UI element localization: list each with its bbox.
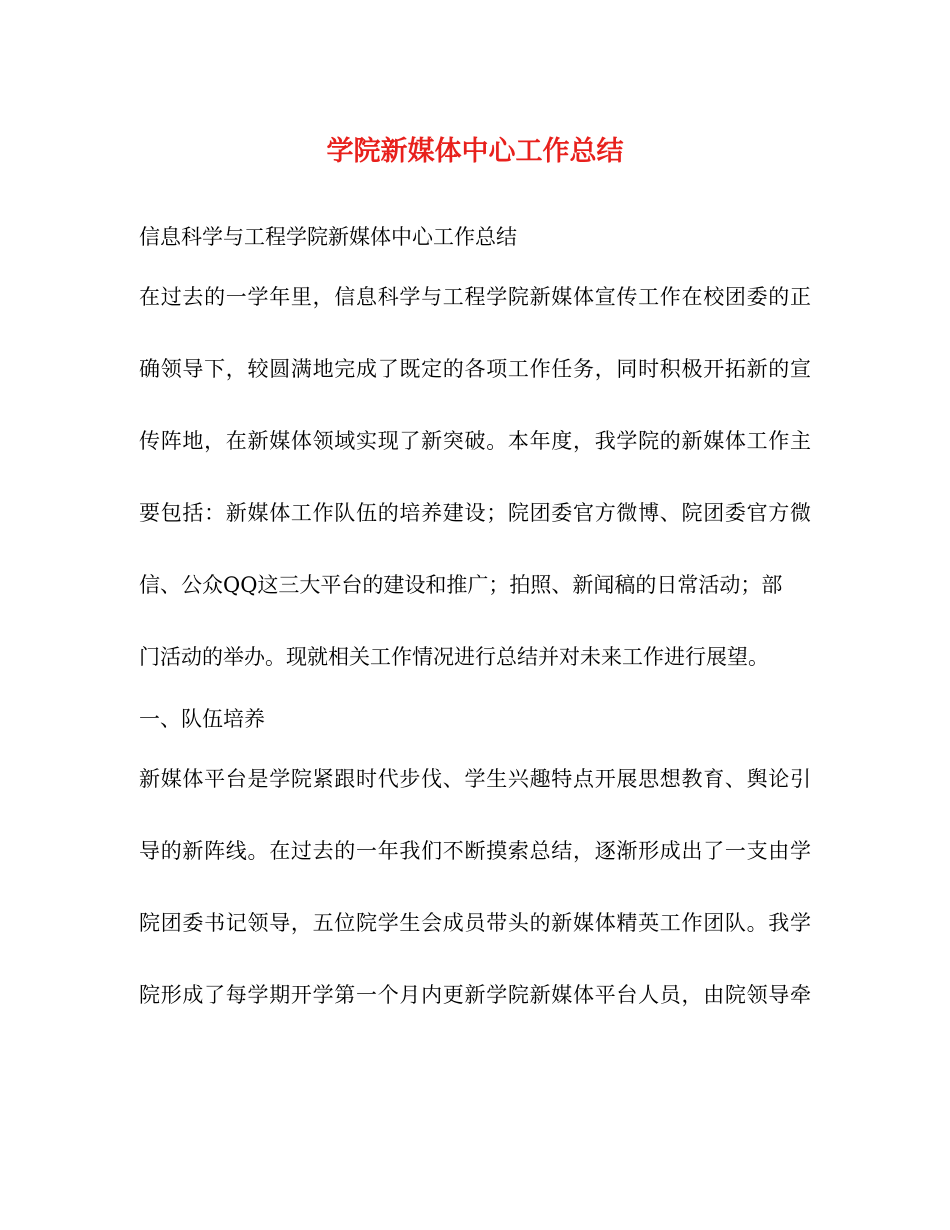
paragraph-line: 院团委书记领导，五位院学生会成员带头的新媒体精英工作团队。我学 bbox=[139, 911, 811, 935]
paragraph-line: 院形成了每学期开学第一个月内更新学院新媒体平台人员，由院领导牵 bbox=[139, 983, 811, 1007]
paragraph-line: 在过去的一学年里，信息科学与工程学院新媒体宣传工作在校团委的正 bbox=[139, 285, 811, 309]
section-heading: 一、队伍培养 bbox=[139, 707, 265, 731]
paragraph-line: 信、公众QQ这三大平台的建设和推广；拍照、新闻稿的日常活动；部 bbox=[139, 573, 783, 597]
document-title: 学院新媒体中心工作总结 bbox=[326, 136, 624, 167]
paragraph-line: 确领导下，较圆满地完成了既定的各项工作任务，同时积极开拓新的宣 bbox=[139, 357, 811, 381]
paragraph-line: 导的新阵线。在过去的一年我们不断摸索总结，逐渐形成出了一支由学 bbox=[139, 839, 811, 863]
document-subtitle: 信息科学与工程学院新媒体中心工作总结 bbox=[139, 225, 517, 249]
paragraph-line: 门活动的举办。现就相关工作情况进行总结并对未来工作进行展望。 bbox=[139, 645, 769, 669]
paragraph-line: 要包括：新媒体工作队伍的培养建设；院团委官方微博、院团委官方微 bbox=[139, 501, 811, 525]
paragraph-line: 新媒体平台是学院紧跟时代步伐、学生兴趣特点开展思想教育、舆论引 bbox=[139, 767, 811, 791]
paragraph-line: 传阵地，在新媒体领域实现了新突破。本年度，我学院的新媒体工作主 bbox=[139, 429, 811, 453]
